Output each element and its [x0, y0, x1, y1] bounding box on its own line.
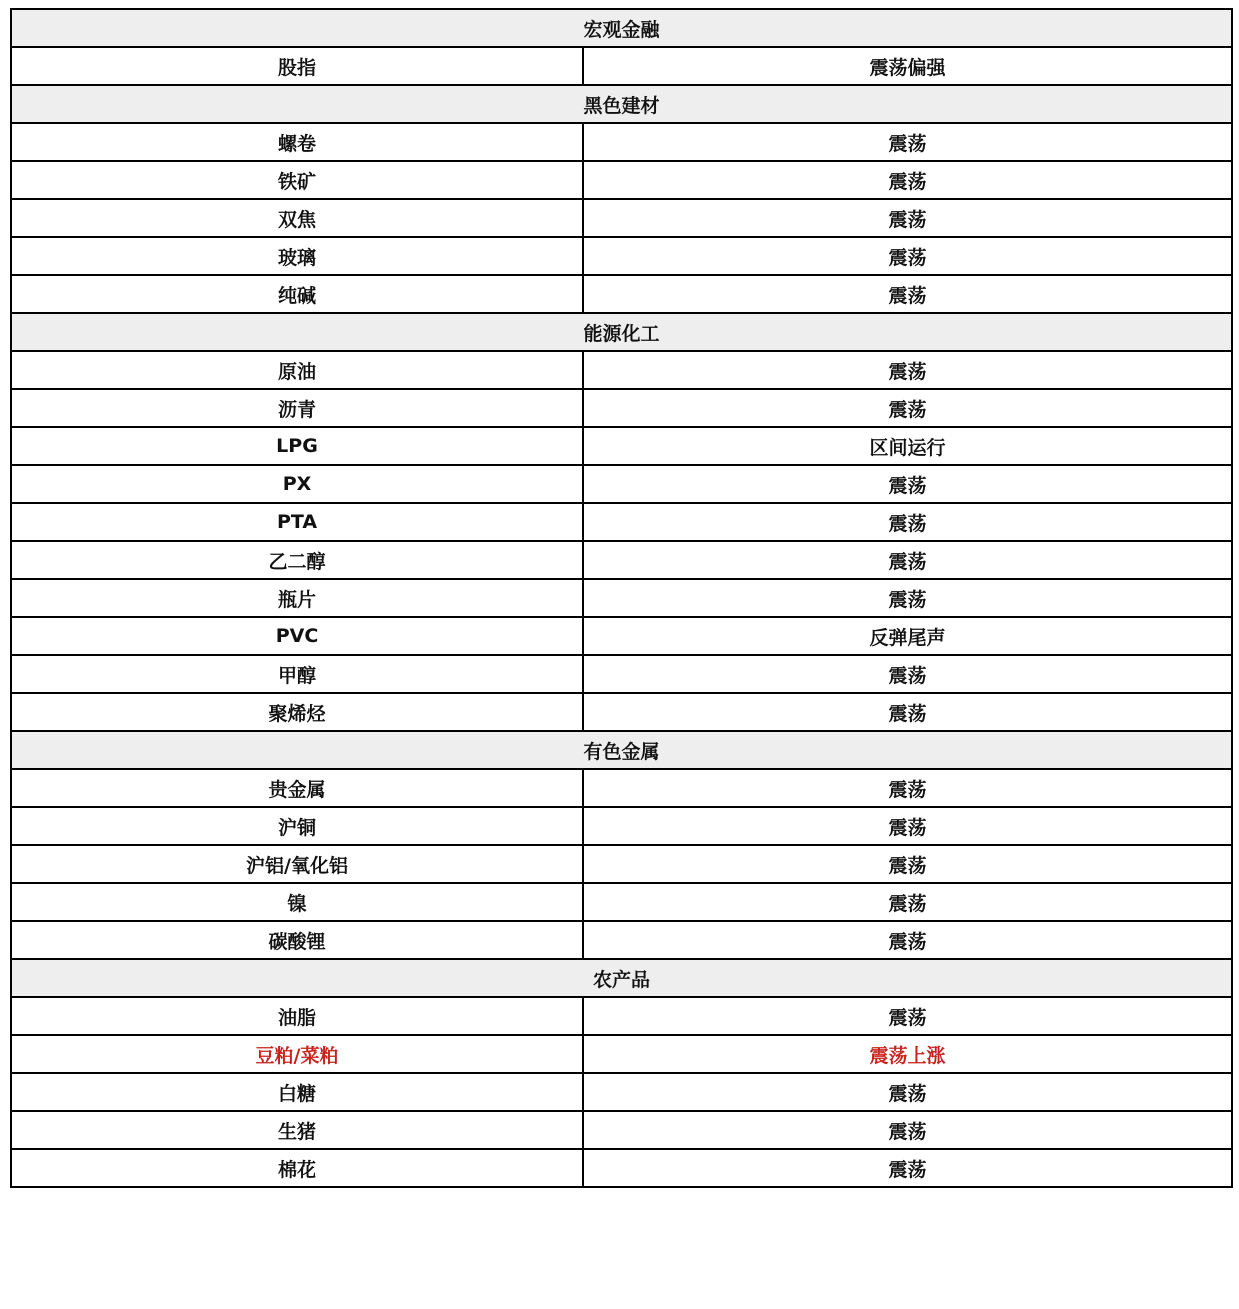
commodity-name-cell: 甲醇 — [11, 655, 583, 693]
table-row — [11, 47, 1232, 85]
commodity-name-cell: 双焦 — [11, 199, 583, 237]
commodity-name-cell: PVC — [11, 617, 583, 655]
section-title: 农产品 — [11, 959, 1232, 997]
outlook-view-cell: 震荡 — [583, 161, 1232, 199]
table-row — [11, 1035, 1232, 1073]
table-row — [11, 427, 1232, 465]
table-row — [11, 503, 1232, 541]
commodity-name-cell: 沪铝/氧化铝 — [11, 845, 583, 883]
table-row — [11, 237, 1232, 275]
commodity-name-cell: 豆粕/菜粕 — [11, 1035, 583, 1073]
commodity-name-cell: PX — [11, 465, 583, 503]
section-title: 黑色建材 — [11, 85, 1232, 123]
outlook-view-cell: 震荡 — [583, 123, 1232, 161]
commodity-name-cell: 瓶片 — [11, 579, 583, 617]
table-row — [11, 161, 1232, 199]
commodity-name-cell: 白糖 — [11, 1073, 583, 1111]
outlook-view-cell: 震荡 — [583, 465, 1232, 503]
outlook-view-cell: 震荡 — [583, 1073, 1232, 1111]
outlook-view-cell: 震荡 — [583, 1111, 1232, 1149]
table-row — [11, 1149, 1232, 1187]
commodity-name-cell: 纯碱 — [11, 275, 583, 313]
table-row — [11, 883, 1232, 921]
commodity-name-cell: 玻璃 — [11, 237, 583, 275]
outlook-view-cell: 震荡 — [583, 237, 1232, 275]
outlook-view-cell: 震荡 — [583, 655, 1232, 693]
outlook-view-cell: 震荡 — [583, 769, 1232, 807]
section-title: 有色金属 — [11, 731, 1232, 769]
outlook-view-cell: 震荡 — [583, 921, 1232, 959]
outlook-view-cell: 震荡 — [583, 693, 1232, 731]
commodity-name-cell: LPG — [11, 427, 583, 465]
table-body — [11, 9, 1232, 1187]
commodity-name-cell: 碳酸锂 — [11, 921, 583, 959]
outlook-view-cell: 震荡 — [583, 351, 1232, 389]
commodity-name-cell: 镍 — [11, 883, 583, 921]
table-row — [11, 199, 1232, 237]
table-row — [11, 351, 1232, 389]
commodity-name-cell: 棉花 — [11, 1149, 583, 1187]
section-header-row — [11, 313, 1232, 351]
table-row — [11, 123, 1232, 161]
outlook-view-cell: 震荡 — [583, 845, 1232, 883]
commodity-name-cell: 铁矿 — [11, 161, 583, 199]
section-header-row — [11, 85, 1232, 123]
outlook-view-cell: 震荡 — [583, 997, 1232, 1035]
table-row — [11, 807, 1232, 845]
table-row — [11, 997, 1232, 1035]
commodity-name-cell: 贵金属 — [11, 769, 583, 807]
table-row — [11, 389, 1232, 427]
outlook-view-cell: 震荡上涨 — [583, 1035, 1232, 1073]
table-row — [11, 579, 1232, 617]
commodity-name-cell: 生猪 — [11, 1111, 583, 1149]
table-row — [11, 921, 1232, 959]
commodity-name-cell: 沪铜 — [11, 807, 583, 845]
outlook-view-cell: 震荡 — [583, 275, 1232, 313]
table-row — [11, 1073, 1232, 1111]
section-header-row — [11, 959, 1232, 997]
section-header-row — [11, 9, 1232, 47]
commodity-name-cell: PTA — [11, 503, 583, 541]
outlook-table-container — [10, 8, 1231, 1188]
table-row — [11, 465, 1232, 503]
outlook-view-cell: 震荡 — [583, 503, 1232, 541]
section-title: 能源化工 — [11, 313, 1232, 351]
commodity-name-cell: 沥青 — [11, 389, 583, 427]
section-header-row — [11, 731, 1232, 769]
outlook-view-cell: 震荡偏强 — [583, 47, 1232, 85]
table-row — [11, 845, 1232, 883]
outlook-view-cell: 震荡 — [583, 1149, 1232, 1187]
commodity-name-cell: 乙二醇 — [11, 541, 583, 579]
outlook-view-cell: 反弹尾声 — [583, 617, 1232, 655]
outlook-view-cell: 震荡 — [583, 541, 1232, 579]
outlook-view-cell: 震荡 — [583, 807, 1232, 845]
commodity-name-cell: 聚烯烃 — [11, 693, 583, 731]
table-row — [11, 617, 1232, 655]
table-row — [11, 541, 1232, 579]
table-row — [11, 275, 1232, 313]
commodity-name-cell: 螺卷 — [11, 123, 583, 161]
outlook-view-cell: 震荡 — [583, 199, 1232, 237]
outlook-view-cell: 区间运行 — [583, 427, 1232, 465]
commodity-name-cell: 股指 — [11, 47, 583, 85]
section-title: 宏观金融 — [11, 9, 1232, 47]
commodity-name-cell: 原油 — [11, 351, 583, 389]
commodity-name-cell: 油脂 — [11, 997, 583, 1035]
outlook-view-cell: 震荡 — [583, 579, 1232, 617]
table-row — [11, 769, 1232, 807]
table-row — [11, 655, 1232, 693]
outlook-view-cell: 震荡 — [583, 883, 1232, 921]
table-row — [11, 1111, 1232, 1149]
commodity-outlook-table — [10, 8, 1233, 1188]
table-row — [11, 693, 1232, 731]
outlook-view-cell: 震荡 — [583, 389, 1232, 427]
